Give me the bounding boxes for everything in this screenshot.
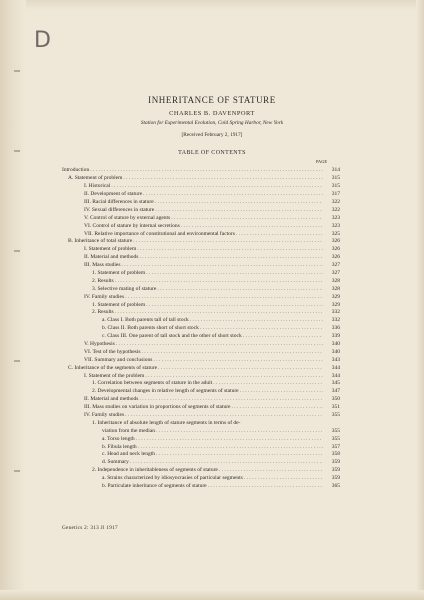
article-author: CHARLES B. DAVENPORT	[169, 110, 255, 117]
toc-entry-page: 332	[331, 317, 340, 324]
toc-leader-dots	[115, 278, 323, 285]
toc-row	[62, 332, 340, 340]
toc-leader-dots	[244, 475, 323, 482]
toc-row	[62, 347, 340, 355]
toc-entry-label: viation from the median	[102, 427, 155, 434]
toc-leader-dots	[115, 309, 323, 316]
toc-leader-dots	[200, 325, 323, 332]
toc-entry-label: IV. Family studies	[84, 412, 125, 418]
toc-row	[62, 308, 340, 316]
toc-entry-label: 1. Statement of problem	[92, 269, 146, 276]
toc-row	[62, 340, 340, 348]
toc-leader-dots	[125, 294, 323, 301]
toc-entry-label: IV. Family studies	[84, 293, 125, 300]
toc-entry-page: 340	[331, 348, 340, 355]
toc-entry-page: 328	[331, 277, 340, 284]
toc-row	[62, 450, 340, 458]
toc-row	[62, 466, 340, 474]
toc-entry-page: 329	[331, 293, 340, 300]
toc-row	[62, 292, 340, 300]
toc-entry-page: 314	[331, 167, 340, 174]
toc-leader-dots	[139, 254, 323, 261]
toc-entry-page: 344	[331, 372, 340, 379]
toc-entry-page: 340	[331, 340, 340, 347]
toc-entry-label: a. Strains characterized by idiosyncrasies of particular segments	[102, 475, 243, 482]
toc-row	[62, 411, 340, 419]
toc-row	[62, 166, 340, 174]
toc-leader-dots	[146, 270, 323, 277]
toc-entry-label: V. Hypothesis	[84, 340, 115, 347]
toc-page-column-label: PAGE	[316, 159, 328, 164]
toc-entry-label: VII. Relative importance of constitutional and environmental factors	[84, 230, 235, 237]
toc-entry-label: Introduction	[62, 167, 90, 174]
toc-leader-dots	[236, 231, 323, 238]
binding-hole	[14, 250, 20, 252]
toc-entry-page: 327	[331, 269, 340, 276]
toc-row	[62, 284, 340, 292]
toc-entry-label: II. Material and methods	[84, 396, 139, 403]
toc-leader-dots	[133, 238, 323, 245]
toc-leader-dots	[208, 483, 323, 490]
toc-row	[62, 261, 340, 269]
toc-entry-label: 1. Correlation between segments of stature in the adult	[92, 380, 213, 387]
toc-entry-label: 2. Results	[92, 309, 114, 316]
toc-leader-dots	[153, 357, 323, 364]
toc-entry-page: 322	[331, 206, 340, 213]
toc-heading: TABLE OF CONTENTS	[178, 150, 246, 156]
toc-leader-dots	[232, 404, 324, 411]
toc-entry-page: 332	[331, 309, 340, 316]
toc-row	[62, 198, 340, 206]
toc-entry-page: 323	[331, 222, 340, 229]
toc-entry-page: 327	[331, 262, 340, 269]
toc-entry-page: 326	[331, 246, 340, 253]
page-top-edge	[0, 0, 424, 10]
toc-row	[62, 419, 340, 427]
toc-leader-dots	[240, 388, 323, 395]
binding-hole	[14, 70, 20, 72]
toc-leader-dots	[156, 428, 323, 435]
toc-row	[62, 363, 340, 371]
toc-entry-label: 2. Results	[92, 277, 114, 284]
toc-row	[62, 205, 340, 213]
toc-entry-page: 336	[331, 325, 340, 332]
toc-entry-page: 365	[331, 483, 340, 490]
toc-entry-label: III. Racial differences in stature	[84, 198, 154, 205]
toc-entry-label: B. Inheritance of total stature	[68, 238, 133, 245]
author-affiliation: Station for Experimental Evolution, Cold Spring Harbor, New York	[140, 120, 284, 126]
toc-entry-label: V. Control of stature by external agents	[84, 214, 171, 221]
toc-entry-page: 359	[331, 475, 340, 482]
toc-leader-dots	[130, 459, 323, 466]
toc-row	[62, 300, 340, 308]
toc-entry-page: 357	[331, 443, 340, 450]
toc-entry-page: 328	[331, 285, 340, 292]
toc-entry-label: a. Torso length	[102, 435, 135, 442]
toc-entry-label: d. Summary	[102, 459, 129, 466]
toc-row	[62, 371, 340, 379]
toc-row	[62, 355, 340, 363]
toc-entry-page: 351	[331, 404, 340, 411]
toc-entry-label: 1. Statement of problem	[92, 301, 146, 308]
toc-entry-label: b. Class II. Both parents short of short stock	[102, 325, 199, 332]
toc-entry-label: I. Historical	[84, 183, 111, 190]
toc-entry-page: 355	[331, 427, 340, 434]
received-date: [Received February 2, 1917]	[181, 132, 243, 138]
toc-row	[62, 182, 340, 190]
toc-entry-page: 315	[331, 175, 340, 182]
toc-entry-page: 345	[331, 380, 340, 387]
toc-row	[62, 482, 340, 490]
toc-leader-dots	[111, 183, 323, 190]
toc-leader-dots	[156, 451, 323, 458]
toc-entry-label: IV. Sexual differences in stature	[84, 206, 155, 213]
toc-leader-dots	[123, 175, 323, 182]
toc-entry-page: 355	[331, 412, 340, 418]
journal-citation: Genetics 2: 313 Jl 1917	[62, 525, 118, 531]
toc-leader-dots	[243, 333, 323, 340]
toc-leader-dots	[158, 365, 323, 372]
binding-hole	[14, 470, 20, 472]
toc-row	[62, 442, 340, 450]
toc-entry-page: 350	[331, 396, 340, 403]
toc-leader-dots	[138, 444, 323, 451]
toc-row	[62, 316, 340, 324]
toc-leader-dots	[90, 167, 323, 174]
toc-leader-dots	[219, 467, 323, 474]
toc-leader-dots	[122, 262, 323, 269]
toc-entry-page: 322	[331, 198, 340, 205]
toc-entry-label: III. Mass studies	[84, 262, 121, 269]
toc-entry-page: 329	[331, 301, 340, 308]
toc-entry-page: 347	[331, 388, 340, 395]
toc-entry-label: VII. Summary and conclusions	[84, 356, 153, 363]
toc-row	[62, 474, 340, 482]
toc-leader-dots	[145, 373, 323, 380]
toc-leader-dots	[190, 317, 323, 324]
page-right-edge	[416, 0, 424, 600]
toc-leader-dots	[143, 191, 323, 198]
toc-leader-dots	[137, 246, 323, 253]
toc-row	[62, 229, 340, 237]
toc-row	[62, 395, 340, 403]
toc-entry-label: III. Mass studies on variation in proportions of segments of stature	[84, 404, 231, 411]
toc-entry-label: A. Statement of problem	[68, 175, 123, 182]
toc-entry-label: I. Statement of the problem	[84, 372, 145, 379]
toc-entry-label: b. Particulate inheritance of segments of stature	[102, 483, 207, 490]
toc-entry-page: 358	[331, 451, 340, 458]
toc-entry-label: 2. Developmental changes in relative length of segments of stature	[92, 388, 239, 395]
toc-row	[62, 434, 340, 442]
binding-hole	[14, 360, 20, 362]
toc-entry-label: 2. Independence in inheritableness of segments of stature	[92, 467, 218, 474]
toc-leader-dots	[136, 436, 323, 443]
toc-row	[62, 190, 340, 198]
toc-entry-page: 355	[331, 435, 340, 442]
toc-row	[62, 174, 340, 182]
toc-entry-page: 323	[331, 214, 340, 221]
toc-entry-label: c. Class III. One parent of tall stock and the other of short stock	[102, 333, 242, 340]
toc-row	[62, 269, 340, 277]
toc-entry-page: 325	[331, 230, 340, 237]
toc-entry-label: VI. Control of stature by internal secretions	[84, 222, 180, 229]
toc-entry-label: VI. Test of the hypothesis	[84, 348, 141, 355]
toc-row	[62, 237, 340, 245]
toc-entry-page: 359	[331, 467, 340, 474]
toc-row	[62, 403, 340, 411]
article-title: INHERITANCE OF STATURE	[148, 95, 276, 105]
toc-leader-dots	[139, 396, 323, 403]
toc-row	[62, 253, 340, 261]
toc-entry-page: 344	[331, 364, 340, 371]
toc-entry-label: c. Head and neck length	[102, 451, 155, 458]
toc-entry-page: 326	[331, 238, 340, 245]
toc-leader-dots	[157, 286, 323, 293]
toc-leader-dots	[181, 223, 323, 230]
toc-entry-page: 339	[331, 333, 340, 340]
toc-entry-page: 315	[331, 183, 340, 190]
toc-row	[62, 276, 340, 284]
toc-leader-dots	[146, 302, 323, 309]
toc-entry-label: a. Class I. Both parents tall of tall stock	[102, 317, 189, 324]
toc-entry-label: b. Fibula length	[102, 443, 137, 450]
toc-row	[62, 426, 340, 434]
toc-leader-dots	[125, 412, 323, 419]
toc-leader-dots	[213, 380, 323, 387]
page-bottom-edge	[0, 590, 424, 600]
toc-entry-label: 1. Inheritance of absolute length of stature segments in terms of de-	[92, 419, 241, 426]
toc-leader-dots	[116, 341, 323, 348]
toc-leader-dots	[155, 199, 323, 206]
toc-entry-page: 326	[331, 254, 340, 261]
toc-row	[62, 221, 340, 229]
toc-leader-dots	[155, 207, 323, 214]
toc-entry-page: 317	[331, 191, 340, 198]
toc-row	[62, 387, 340, 395]
toc-leader-dots	[171, 215, 323, 222]
toc-row	[62, 324, 340, 332]
toc-row	[62, 379, 340, 387]
toc-entry-label: C. Inheritance of the segments of stature	[68, 364, 158, 371]
toc-row	[62, 213, 340, 221]
toc-entry-label: II. Material and methods	[84, 254, 139, 261]
toc-entry-label: 3. Selective mating of stature	[92, 285, 157, 292]
handwritten-note: D	[34, 28, 51, 53]
page-left-edge	[0, 0, 26, 600]
toc-leader-dots	[142, 349, 324, 356]
toc-entry-label: I. Statement of problem	[84, 246, 137, 253]
table-of-contents	[62, 166, 340, 490]
toc-entry-page: 359	[331, 459, 340, 466]
toc-row	[62, 245, 340, 253]
toc-entry-page: 343	[331, 356, 340, 363]
toc-entry-label: II. Development of stature	[84, 191, 143, 198]
toc-row	[62, 458, 340, 466]
